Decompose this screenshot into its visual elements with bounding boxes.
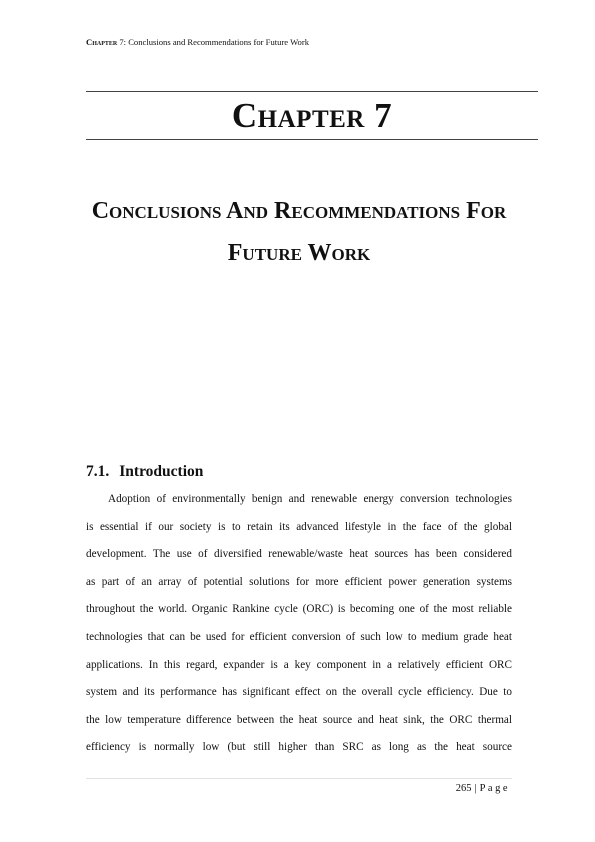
- body-line: throughout the world. Organic Rankine cycle (ORC) is becoming one of the most reliable: [86, 603, 512, 616]
- footer-rule: [86, 778, 512, 779]
- chapter-subtitle: [86, 190, 512, 274]
- body-line: is essential if our society is to retain its advanced lifestyle in the face of the global: [86, 520, 512, 533]
- page-number-label: Page: [479, 783, 510, 794]
- chapter-heading: Chapter 7: [231, 96, 393, 135]
- page-number: [456, 783, 510, 794]
- section-number: 7.1.: [86, 463, 110, 480]
- body-line: development. The use of diversified renewable/waste heat sources has been considered: [86, 548, 512, 561]
- chapter-subtitle-line-1: Conclusions And Recommendations For: [91, 198, 507, 224]
- section-heading: [86, 463, 203, 481]
- body-line: as part of an array of potential solutions for more efficient power generation systems: [86, 575, 512, 588]
- body-line: applications. In this regard, expander is a key component in a relatively efficient ORC: [86, 658, 512, 671]
- page-number-separator: |: [474, 783, 477, 794]
- body-line: technologies that can be used for efficient conversion of such low to medium grade heat: [86, 630, 512, 643]
- running-header: [86, 37, 309, 47]
- page-number-value: 265: [455, 783, 472, 794]
- running-header-title: 7: Conclusions and Recommendations for Future Work: [117, 37, 309, 47]
- body-line: system and its performance has significant effect on the overall cycle efficiency. Due to: [86, 686, 512, 699]
- body-line: the low temperature difference between the heat source and heat sink, the ORC thermal: [86, 713, 512, 726]
- body-line: Adoption of environmentally benign and renewable energy conversion technologies: [108, 493, 512, 505]
- running-header-chapter-label: Chapter: [86, 37, 118, 47]
- section-title: Introduction: [119, 463, 204, 480]
- chapter-bottom-rule: [86, 139, 538, 140]
- chapter-subtitle-line-2: Future Work: [227, 240, 371, 266]
- body-paragraph: [86, 486, 512, 762]
- body-line: efficiency is normally low (but still higher than SRC as long as the heat source: [86, 741, 512, 754]
